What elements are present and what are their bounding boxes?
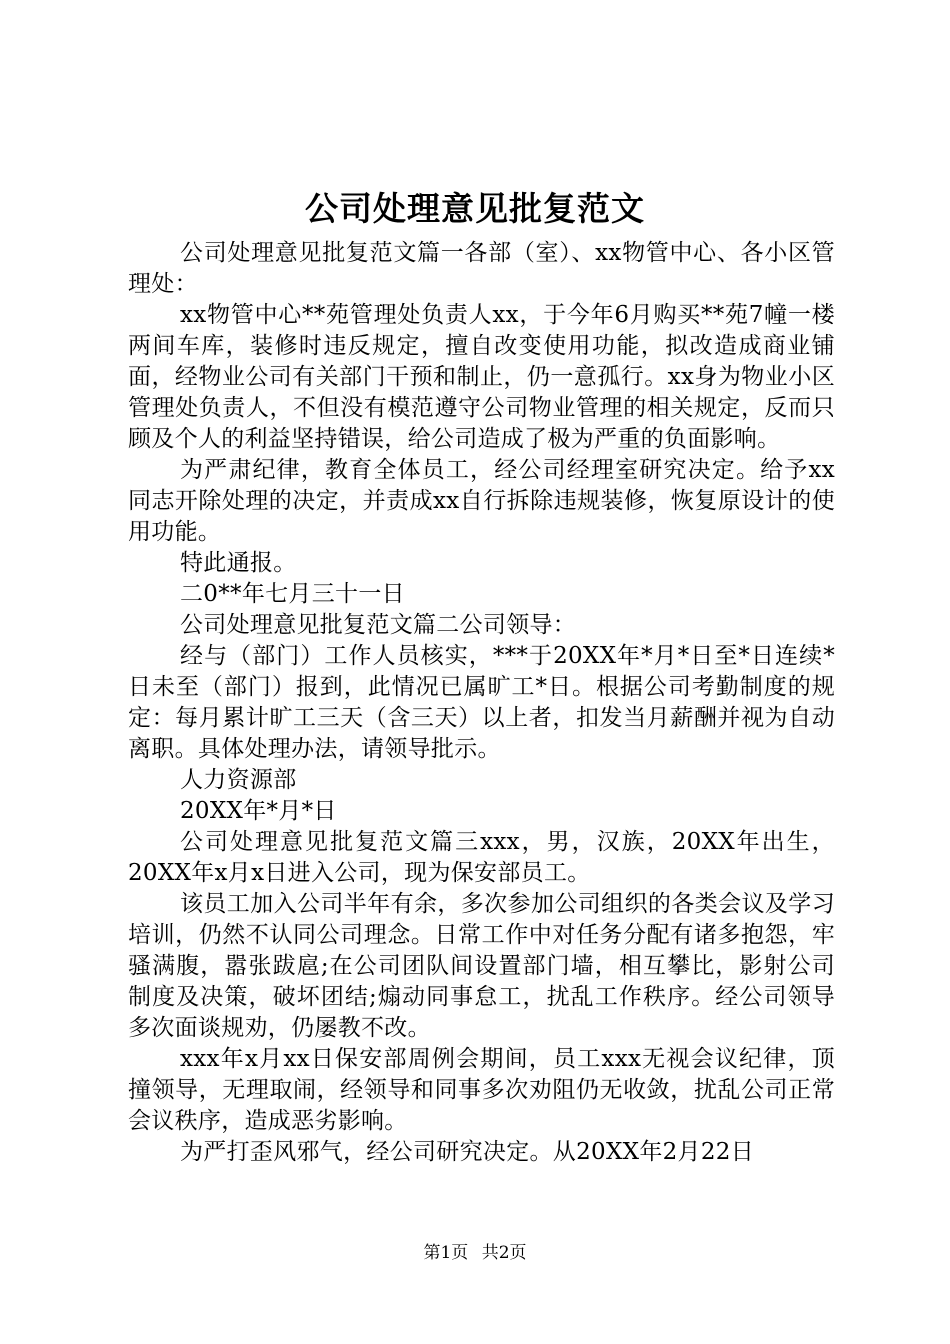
document-title: 公司处理意见批复范文 <box>305 189 645 228</box>
paragraph: xxx年x月xx日保安部周例会期间，员工xxx无视会议纪律，顶撞领导，无理取闹，经领导和同事多次劝阻仍无收敛，扰乱公司正常会议秩序，造成恶劣影响。 <box>128 1046 835 1134</box>
paragraph: 为严打歪风邪气，经公司研究决定。从20XX年2月22日 <box>180 1139 755 1165</box>
paragraph: 该员工加入公司半年有余，多次参加公司组织的各类会议及学习培训，仍然不认同公司理念。日常工作中对任务分配有诸多抱怨，牢骚满腹，嚣张跋扈;在公司团队间设置部门墙，相互攀比，影射公司制度及决策，破坏团结;煽动同事怠工，扰乱工作秩序。经公司领导多次面谈规劝，仍屡教不改。 <box>128 891 835 1041</box>
paragraph: 公司处理意见批复范文篇一各部（室）、xx物管中心、各小区管理处： <box>128 240 835 297</box>
paragraph: 为严肃纪律，教育全体员工，经公司经理室研究决定。给予xx同志开除处理的决定，并责成xx自行拆除违规装修，恢复原设计的使用功能。 <box>128 457 835 545</box>
paragraph: xx物管中心**苑管理处负责人xx，于今年6月购买**苑7幢一楼两间车库，装修时违反规定，擅自改变使用功能，拟改造成商业铺面，经物业公司有关部门干预和制止，仍一意孤行。xx身为物业小区管理处负责人，不但没有模范遵守公司物业管理的相关规定，反而只顾及个人的利益坚持错误，给公司造成了极为严重的负面影响。 <box>128 302 835 452</box>
page-number: 第1页 <box>423 1243 469 1263</box>
paragraph: 特此通报。 <box>180 550 297 576</box>
document-body <box>128 238 835 1168</box>
page-footer <box>0 1241 950 1265</box>
page-total: 共2页 <box>481 1243 527 1263</box>
paragraph: 人力资源部 <box>180 767 297 793</box>
paragraph: 20XX年*月*日 <box>180 798 337 824</box>
paragraph: 二0**年七月三十一日 <box>180 581 405 607</box>
paragraph: 经与（部门）工作人员核实，***于20XX年*月*日至*日连续*日未至（部门）报到，此情况已属旷工*日。根据公司考勤制度的规定：每月累计旷工三天（含三天）以上者，扣发当月薪酬并视为自动离职。具体处理办法，请领导批示。 <box>128 643 835 762</box>
paragraph: 公司处理意见批复范文篇三xxx，男，汉族，20XX年出生，20XX年x月x日进入公司，现为保安部员工。 <box>128 829 835 886</box>
paragraph: 公司处理意见批复范文篇二公司领导： <box>180 612 577 638</box>
